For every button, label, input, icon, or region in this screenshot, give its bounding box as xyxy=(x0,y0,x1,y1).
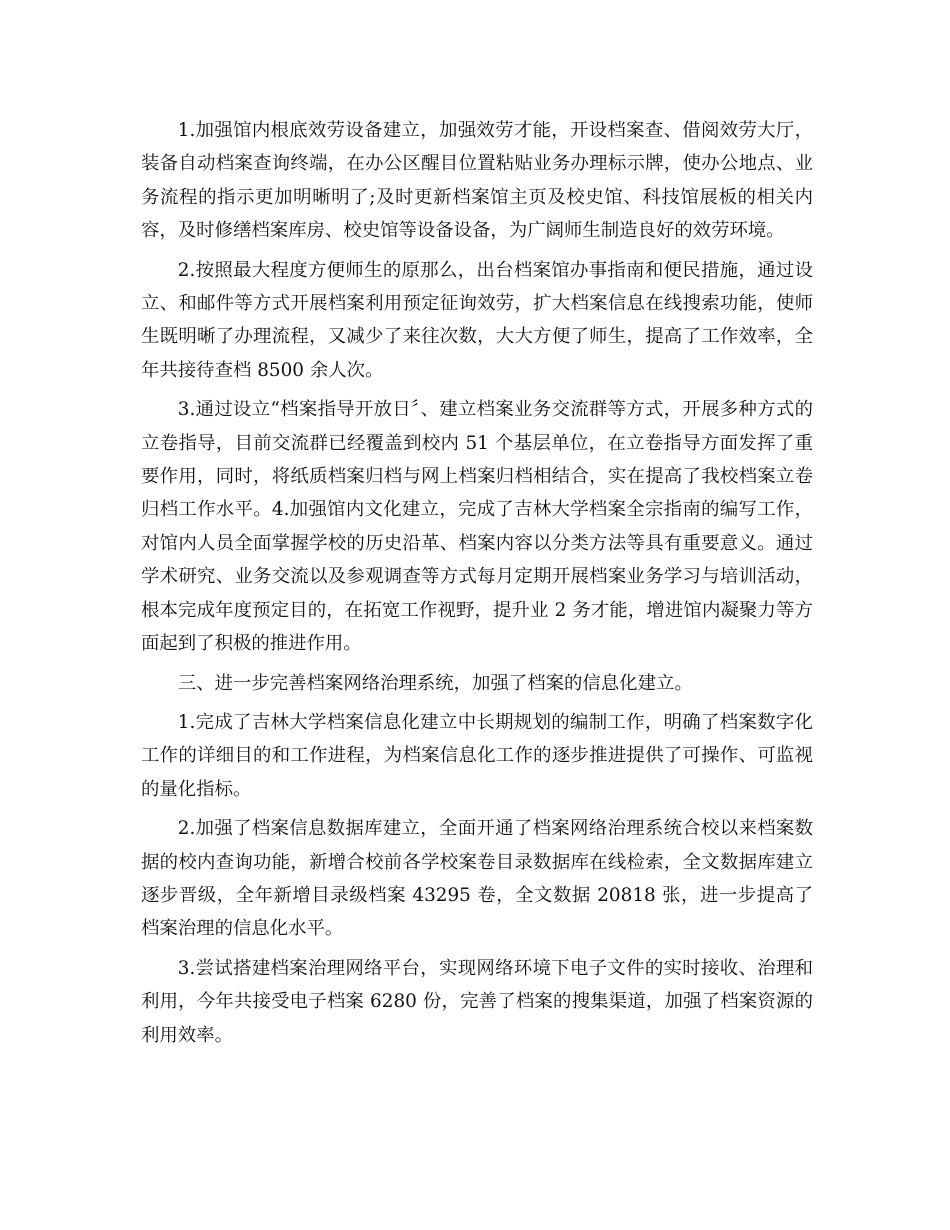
paragraph-network-platform: 3.尝试搭建档案治理网络平台，实现网络环境下电子文件的实时接收、治理和利用，今年共接受电子档案 6280 份，完善了档案的搜集渠道，加强了档案资源的利用效率。 xyxy=(141,957,813,1046)
paragraph-filing-guidance: 3.通过设立“档案指导开放日〞、建立档案业务交流群等方式，开展多种方式的立卷指导，目前交流群已经覆盖到校内 51 个基层单位，在立卷指导方面发挥了重要作用，同时，将纸质档案归档与网上档案归档相结合，实在提高了我校档案立卷归档工作水平。4.加强馆内文化建立，完成了吉林大学档案全宗指南的编写工作，对馆内人员全面掌握学校的历史沿革、档案内容以分类方法等具有重要意义。通过学术研究、业务交流以及参观调查等方式每月定期开展档案业务学习与培训活动，根本完成年度预定目的，在拓宽工作视野，提升业 2 务才能，增进馆内凝聚力等方面起到了积极的推进作用。 xyxy=(141,399,813,655)
paragraph-service-facilities: 1.加强馆内根底效劳设备建立，加强效劳才能，开设档案查、借阅效劳大厅，装备自动档案查询终端，在办公区醒目位置粘贴业务办理标示牌，使办公地点、业务流程的指示更加明晰明了;及时更新档案馆主页及校史馆、科技馆展板的相关内容，及时修缮档案库房、校史馆等设备设备，为广阔师生制造良好的效劳环境。 xyxy=(141,120,813,242)
section-heading-network-system: 三、进一步完善档案网络治理系统，加强了档案的信息化建立。 xyxy=(177,672,693,694)
paragraph-convenience-measures: 2.按照最大程度方便师生的原那么，出台档案馆办事指南和便民措施，通过设立、和邮件等方式开展档案利用预定征询效劳，扩大档案信息在线搜索功能，使师生既明晰了办理流程，又减少了来往次数，大大方便了师生，提高了工作效率，全年共接待查档 8500 余人次。 xyxy=(141,259,813,381)
paragraph-informatization-plan: 1.完成了吉林大学档案信息化建立中长期规划的编制工作，明确了档案数字化工作的详细目的和工作进程，为档案信息化工作的逐步推进提供了可操作、可监视的量化指标。 xyxy=(141,711,813,800)
paragraph-database-construction: 2.加强了档案信息数据库建立，全面开通了档案网络治理系统合校以来档案数据的校内查询功能，新增合校前各学校案卷目录数据库在线检索，全文数据库建立逐步晋级，全年新增目录级档案 43295 卷，全文数据 20818 张，进一步提高了档案治理的信息化水平。 xyxy=(141,818,813,940)
document-body xyxy=(141,114,813,1058)
